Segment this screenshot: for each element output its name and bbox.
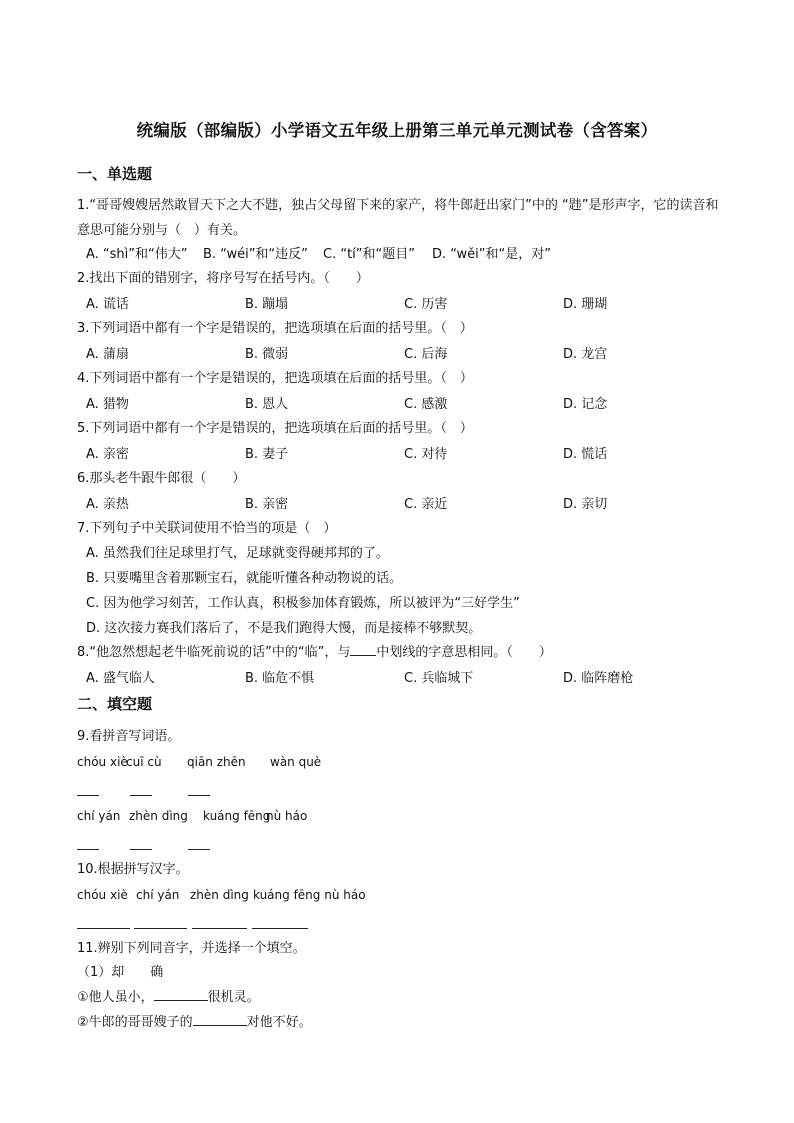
question-11-sentence-1: [77, 987, 727, 1009]
answer-blank[interactable]: [77, 795, 99, 796]
answer-blank[interactable]: [154, 988, 208, 1001]
option-c[interactable]: C. 历害: [404, 297, 448, 312]
option-a[interactable]: A. 亲热: [86, 497, 129, 512]
option-a[interactable]: A. “shì”和“伟大”: [86, 247, 188, 262]
pinyin-5: chí yán: [77, 809, 121, 823]
answer-blank[interactable]: [192, 928, 247, 929]
question-4-stem: 4.下列词语中都有一个字是错误的，把选项填在后面的括号里。（ ）: [77, 371, 473, 386]
option-c[interactable]: C. 兵临城下: [404, 671, 474, 686]
option-b[interactable]: B. 微弱: [245, 347, 289, 362]
question-6-stem: 6.那头老牛跟牛郎很（ ）: [77, 471, 246, 486]
question-9-stem: 9.看拼音写词语。: [77, 729, 181, 744]
question-4-options: [86, 396, 726, 414]
pinyin-1: chóu xiè: [77, 755, 128, 769]
section-heading-single-choice: 一、单选题: [77, 165, 153, 183]
option-c[interactable]: C. 对待: [404, 447, 448, 462]
sentence-text: 对他不好。: [246, 1015, 312, 1030]
answer-blank[interactable]: [188, 849, 210, 850]
sentence-text: ①他人虽小，: [77, 990, 154, 1005]
sentence-text: ②牛郎的哥哥嫂子的: [77, 1015, 193, 1030]
option-a[interactable]: A. 蒲扇: [86, 347, 129, 362]
option-d[interactable]: D. 记念: [563, 397, 608, 412]
question-7-stem: 7.下列句子中关联词使用不恰当的项是（ ）: [77, 521, 337, 536]
answer-blank[interactable]: [193, 1013, 247, 1026]
question-2-options: [86, 296, 726, 314]
question-5-stem: 5.下列词语中都有一个字是错误的，把选项填在后面的括号里。（ ）: [77, 421, 473, 436]
option-a[interactable]: A. 盛气临人: [86, 671, 155, 686]
question-3-stem: 3.下列词语中都有一个字是错误的，把选项填在后面的括号里。（ ）: [77, 321, 473, 336]
answer-blank[interactable]: [77, 849, 99, 850]
option-d[interactable]: D. 临阵磨枪: [563, 671, 634, 686]
option-d[interactable]: D. 龙宫: [563, 347, 608, 362]
option-b[interactable]: B. 亲密: [245, 497, 289, 512]
question-6-options: [86, 496, 726, 514]
pinyin-2: chí yán: [136, 888, 180, 902]
question-8-stem: [77, 642, 727, 664]
answer-blank[interactable]: [130, 795, 152, 796]
question-2-stem: 2.找出下面的错别字，将序号写在括号内。（ ）: [77, 271, 369, 286]
option-a[interactable]: A. 亲密: [86, 447, 129, 462]
pinyin-3: zhèn dìng: [190, 888, 249, 902]
option-d[interactable]: D. 珊瑚: [563, 297, 608, 312]
pinyin-7: kuáng fēng: [203, 809, 271, 823]
option-d[interactable]: D. 慌话: [563, 447, 608, 462]
question-10-stem: 10.根据拼写汉字。: [77, 862, 189, 877]
pinyin-1: chóu xiè: [77, 888, 128, 902]
option-d[interactable]: D. 这次接力赛我们落后了，不是我们跑得大慢，而是接棒不够默契。: [86, 621, 482, 636]
question-1-stem: 1.“哥哥嫂嫂居然敢冒天下之大不韪，独占父母留下来的家产，将牛郎赶出家门”中的 “韪”是形声字，它的读音和意思可能分别与（ ）有关。: [77, 198, 719, 238]
answer-blank[interactable]: [134, 928, 187, 929]
pinyin-3: qiān zhēn: [187, 755, 246, 769]
option-c[interactable]: C. 感激: [404, 397, 448, 412]
answer-blank[interactable]: [252, 928, 308, 929]
answer-blank[interactable]: [350, 643, 376, 656]
option-c[interactable]: C. 后海: [404, 347, 448, 362]
question-11-sentence-2: [77, 1012, 727, 1034]
question-1-options: [86, 246, 726, 264]
pinyin-4: kuáng fēng nù háo: [253, 888, 366, 902]
option-a[interactable]: A. 虽然我们往足球里打气，足球就变得硬邦邦的了。: [86, 546, 389, 561]
option-c[interactable]: C. 因为他学习刻苦，工作认真，积极参加体育锻炼，所以被评为“三好学生”: [86, 596, 520, 611]
option-b[interactable]: B. 恩人: [245, 397, 289, 412]
question-3-options: [86, 346, 726, 364]
pinyin-8: nù háo: [266, 809, 308, 823]
option-a[interactable]: A. 猎物: [86, 397, 129, 412]
question-11-stem: 11.辨别下列同音字，并选择一个填空。: [77, 941, 306, 956]
option-b[interactable]: B. 只要嘴里含着那颗宝石，就能听懂各种动物说的话。: [86, 571, 403, 586]
answer-blank[interactable]: [188, 795, 210, 796]
pinyin-6: zhèn dìng: [129, 809, 188, 823]
option-b[interactable]: B. 妻子: [245, 447, 289, 462]
answer-blank[interactable]: [77, 928, 130, 929]
question-8-stem-after: 中划线的字意思相同。（ ）: [376, 645, 552, 660]
exam-title: 统编版（部编版）小学语文五年级上册第三单元单元测试卷（含答案）: [136, 121, 658, 140]
question-5-options: [86, 446, 726, 464]
pinyin-4: wàn què: [270, 755, 322, 769]
option-a[interactable]: A. 谎话: [86, 297, 129, 312]
sentence-text: 很机灵。: [207, 990, 260, 1005]
option-b[interactable]: B. 蹦塌: [245, 297, 289, 312]
answer-blank[interactable]: [130, 849, 152, 850]
option-d[interactable]: D. “wěi”和“是，对”: [432, 247, 551, 262]
section-heading-fill-in: 二、填空题: [77, 695, 153, 713]
question-8-options: [86, 670, 726, 688]
pinyin-2: cuī cù: [126, 755, 162, 769]
option-b[interactable]: B. 临危不惧: [245, 671, 315, 686]
option-c[interactable]: C. “tí”和“题目”: [323, 247, 415, 262]
option-d[interactable]: D. 亲切: [563, 497, 608, 512]
option-b[interactable]: B. “wéi”和“违反”: [203, 247, 308, 262]
question-11-group: （1）却 确: [77, 965, 164, 980]
option-c[interactable]: C. 亲近: [404, 497, 448, 512]
question-8-stem-before: 8.“他忽然想起老牛临死前说的话”中的“临”，与: [77, 645, 351, 660]
